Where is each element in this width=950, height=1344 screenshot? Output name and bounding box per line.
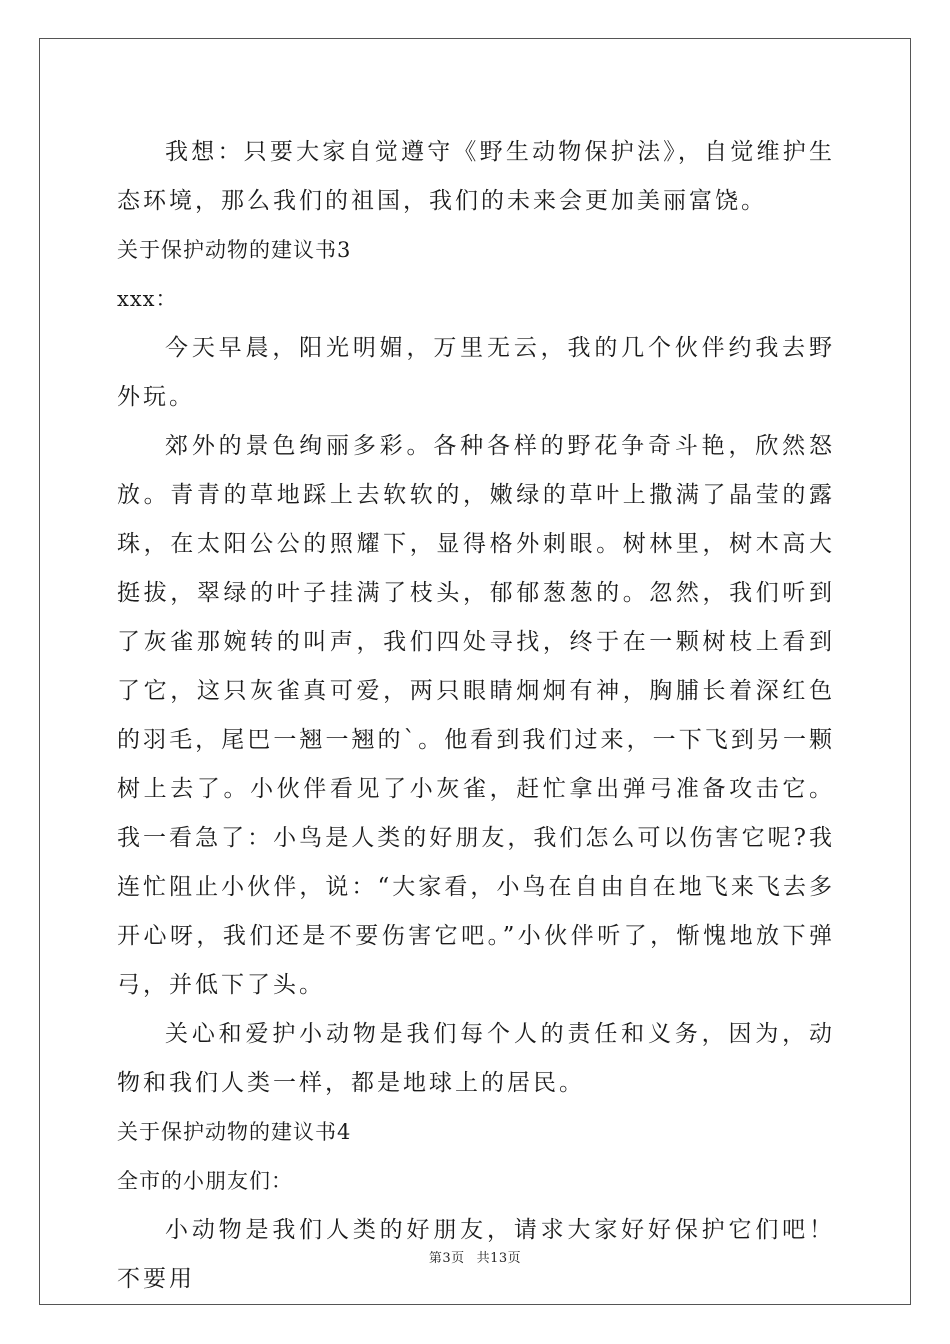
document-body <box>117 128 835 1304</box>
page-number: 第3页 <box>428 1251 465 1266</box>
paragraph-countryside: 郊外的景色绚丽多彩。各种各样的野花争奇斗艳，欣然怒放。青青的草地踩上去软软的，嫩绿的草叶上撒满了晶莹的露珠，在太阳公公的照耀下，显得格外刺眼。树林里，树木高大挺拔，翠绿的叶子挂满了枝头，郁郁葱葱的。忽然，我们听到了灰雀那婉转的叫声，我们四处寻找，终于在一颗树枝上看到了它，这只灰雀真可爱，两只眼睛炯炯有神，胸脯长着深红色的羽毛，尾巴一翘一翘的`。他看到我们过来，一下飞到另一颗树上去了。小伙伴看见了小灰雀，赶忙拿出弹弓准备攻击它。我一看急了：小鸟是人类的好朋友，我们怎么可以伤害它呢?我连忙阻止小伙伴，说：“大家看，小鸟在自由自在地飞来飞去多开心呀，我们还是不要伤害它吧。”小伙伴听了，惭愧地放下弹弓，并低下了头。 <box>117 433 835 998</box>
section-heading-4: 关于保护动物的建议书4 <box>117 1120 352 1144</box>
section-heading-3: 关于保护动物的建议书3 <box>117 238 352 262</box>
paragraph-conclusion: 我想：只要大家自觉遵守《野生动物保护法》，自觉维护生态环境，那么我们的祖国，我们的未来会更加美丽富饶。 <box>117 139 835 214</box>
page-total: 共13页 <box>476 1251 522 1266</box>
paragraph-friends: 小动物是我们人类的好朋友，请求大家好好保护它们吧！不要用 <box>117 1217 835 1292</box>
salutation-4: 全市的小朋友们： <box>117 1169 293 1193</box>
page-footer <box>0 1247 950 1266</box>
paragraph-responsibility: 关心和爱护小动物是我们每个人的责任和义务，因为，动物和我们人类一样，都是地球上的居民。 <box>117 1021 835 1096</box>
salutation-3: xxx： <box>117 287 178 311</box>
paragraph-morning: 今天早晨，阳光明媚，万里无云，我的几个伙伴约我去野外玩。 <box>117 335 835 410</box>
